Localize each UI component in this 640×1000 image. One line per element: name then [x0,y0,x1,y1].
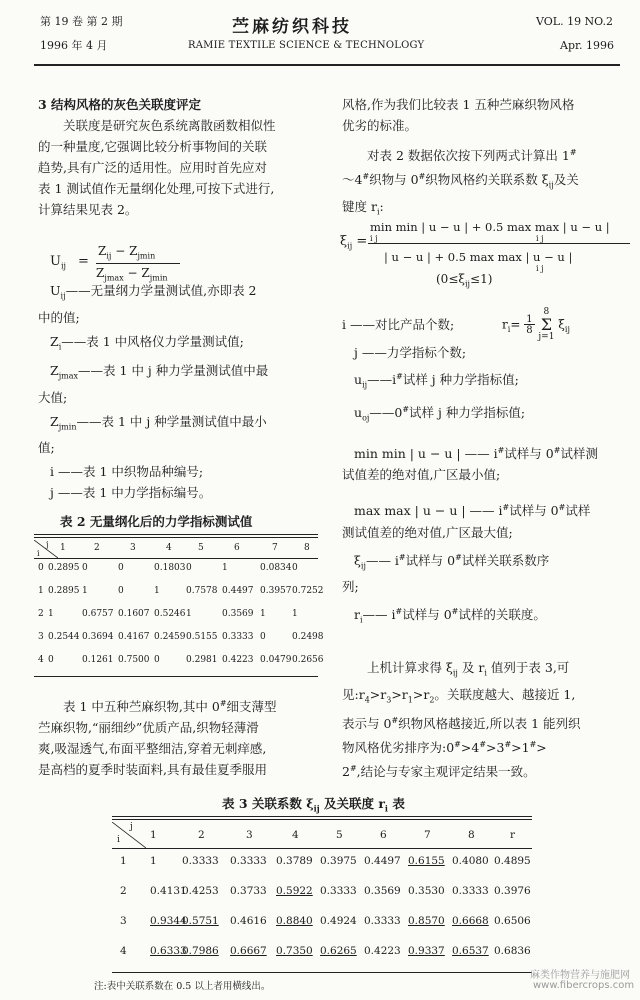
table3-row-label: 1 [120,855,127,867]
table2-cell: 0.2656 [292,655,324,665]
right-column: 风格,作为我们比较表 1 五种苎麻织物风格 优劣的标准。 对表 2 数据依次按下列两式计算出 1# ～4#织物与 0#织物风格约关联系数 $\xi_{ij}$及关 键度 $r_i$: [342,97,579,217]
table2-cell: 0.3569 [222,609,254,619]
table3-row-label: 4 [120,945,127,957]
table2-cell: 1 [48,609,54,619]
table3-col-header: 8 [468,829,475,841]
table2-cell: 0.1261 [82,655,114,665]
table2-cell: 0.2981 [186,655,218,665]
table2-col-header: 7 [272,543,278,553]
table2-cell: 0.4497 [222,586,254,596]
table3-row [112,854,532,870]
table3-cell: 0.3789 [276,855,313,867]
table3-cell: 0.5751 [182,915,219,927]
text-line: 关联度是研究灰色系统离散函数相似性 [63,118,276,133]
table3-cell: 0.7986 [182,945,219,957]
fraction-bar [96,263,180,264]
table2-cell: 1 [154,586,160,596]
journal-title-en: RAMIE TEXTILE SCIENCE & TECHNOLOGY [188,40,425,51]
table2-cell: 0.2544 [48,632,80,642]
watermark-en: www.fibercrops.com [533,980,635,991]
table2-col-header: 4 [166,543,172,553]
table3-col-header: 7 [424,829,431,841]
volume-issue-en: VOL. 19 NO.2 [536,15,614,28]
table2-cell: 1 [292,609,298,619]
table3-cell: 0.6668 [452,915,489,927]
table2-cell: 0.1803 [154,563,186,573]
table2-cell: 1 [82,586,88,596]
fraction-bar [368,243,630,244]
left-column [38,94,318,220]
table3-note: 注:表中关联系数在 0.5 以上者用横线出。 [94,981,271,992]
table3-cell: 0.5922 [276,885,313,897]
table3-col-header: 2 [198,829,205,841]
table2-row [34,585,324,599]
table3-row-label: 3 [120,915,127,927]
table3-row [112,944,532,960]
table3-cell: 0.4895 [494,855,531,867]
table3-cell: 0.6537 [452,945,489,957]
journal-title-cn: 苎麻纺织科技 [232,17,352,37]
table2-cell: 0.4223 [222,655,254,665]
table3: j i 1 2 3 4 5 6 7 8 r 1 1 0.3333 0.3333 0.3789 0.3975 0.4497 0.6155 0.4080 0.4895 2 0.4131 0.4253 0.3733 0.5922 0.3333 0.3569 0.3530 0.3333 0.3976 3 0.9344 0.5751 0.4616 0.8840 0.4924 0.3333 0.8570 0.6668 0.6506 4 0.6333 0.7986 0.6667 0.7350 0.6265 0.4223 0.9337 0.6537 0.6836 [112,822,532,972]
table2-cell: 0 [48,655,54,665]
table3-cell: 0.7350 [276,945,313,957]
table3-cell: 0.8840 [276,915,313,927]
table3-cell: 0.4924 [320,915,357,927]
xi-formula: $\xi_{ij}$ = min min | u − u | + 0.5 max max | u − u | i j i j | u − u | + 0.5 max max | u − u | i j $(0\le\xi_{ij}\le 1)$ [340,210,630,290]
table3-col-header: r [510,829,516,841]
table2-cell: 0 [154,655,160,665]
table2-title: 表 2 无量纲化后的力学指标测试值 [60,514,253,529]
table2-cell: 0.7578 [186,586,218,596]
table2-cell: 0 [118,586,124,596]
section-title: 3 结构风格的灰色关联度评定 [38,97,202,112]
table3-cell: 0.3333 [364,915,401,927]
table3-col-header: 1 [150,829,157,841]
table2-row-label: 2 [38,609,44,619]
table2-cell: 0 [118,563,124,573]
table3-col-header: 6 [380,829,387,841]
table3-cell: 0.3975 [320,855,357,867]
table2-cell: 0 [82,563,88,573]
table3-cell: 0.3530 [408,885,445,897]
right-definitions: i ——对比产品个数; $r_i= \frac{1}{8} 8$ Σ j=1 $\xi_{ij}$ j ——力学指标个数; $u_{ij}——i^{\#}$试样 j 种力学指标值; $u_{oj}——0^{\#}$试样 j 种力学指标值; min min | u − u | —— i#试样与 0#试样测 试值差的绝对值,广区最小值; max max | u − u | —— i#试样与 0#试样 测试值差的绝对值,广区最大值; $\xi_{ij}——$ i#试样与 0#试样关联系数序 列; $r_i——$ i#试样与 0#试样的关联度。 [342,307,598,625]
table3-cell: 0.4223 [364,945,401,957]
table3-cell: 0.6836 [494,945,531,957]
table3-cell: 0.4616 [230,915,267,927]
table2-cell: 0.5246 [154,609,186,619]
table3-cell: 0.3333 [182,855,219,867]
table3-col-header: 3 [246,829,253,841]
table3-cell: 0.4253 [182,885,219,897]
variable-definitions: $U_{ij}——$无量纲力学量测试值,亦即表 2 中的值; $Z_i——$表 1 中风格仪力学量测试值; $Z_{jmax}——$表 1 中 j 种力学量测试值中最 大值; $Z_{jmin}——$表 1 中 j 种学量测试值中最小 值; i ——表 1 中织物品种编号; j ——表 1 中力学指标编号。 [38,283,269,500]
table3-cell: 0.6265 [320,945,357,957]
table3-col-header: 5 [336,829,343,841]
text-line: 趋势,具有广泛的适用性。应用时首先应对 [38,160,267,175]
paragraph-grey-relation [38,115,318,220]
table3-cell: 0.6506 [494,915,531,927]
table3-cell: 0.9337 [408,945,445,957]
volume-issue-cn: 第 19 卷 第 2 期 [40,15,123,28]
table2-row [34,608,318,622]
table2-row-label: 1 [38,586,44,596]
table2-cell: 0 [292,563,298,573]
header-rule [34,64,620,66]
table3-cell: 0.6333 [150,945,187,957]
table2-row-label: 0 [38,563,44,573]
conclusion-paragraph: 上机计算求得 $\xi_{ij}$ 及 $r_i$ 值列于表 3,可 见$:r_4>r_3>r_1>r_2$。关联度越大、越接近 1, 表示与 0#织物风格越接近,所以表 1 能列织 物风格优劣排序为:0#>4#>3#>1#> 2#,结论与专家主观评定结果一致。 [342,660,581,780]
table3-cell: 0.8570 [408,915,445,927]
table2-cell: 0 [186,563,192,573]
table2-cell: 0.3333 [222,632,254,642]
table2-col-header: 1 [60,543,66,553]
text-line: 的一种量度,它强调比较分析事物间的关联 [38,139,267,154]
table2-cell: 0.6757 [82,609,114,619]
table2-cell: 0.2459 [154,632,186,642]
table2-cell: 1 [222,563,228,573]
table2-cell: 0.7500 [118,655,150,665]
table2-cell: 0.3957 [260,586,292,596]
table2-row [34,562,318,576]
table2-cell: 0 [260,632,266,642]
table2-cell: 1 [260,609,266,619]
table3-row [112,884,532,900]
table2-row [34,654,324,668]
table2-cell: 0.5155 [186,632,218,642]
table3-cell: 0.3733 [230,885,267,897]
text-line: 表 1 测试值作无量纲化处理,可按下式进行, [38,181,275,196]
table2-cell: 0.7252 [292,586,324,596]
table3-header-row [112,828,532,844]
table2-col-header: 3 [130,543,136,553]
table2-col-header: 5 [198,543,204,553]
table3-cell: 0.3333 [320,885,357,897]
table2-cell: 0.1607 [118,609,150,619]
date-en: Apr. 1996 [560,39,615,52]
table3-cell: 0.3333 [452,885,489,897]
table3-cell: 0.4497 [364,855,401,867]
table2-cell: 0.4167 [118,632,150,642]
table2-col-header: 6 [234,543,240,553]
table3-row-label: 2 [120,885,127,897]
table3-cell: 0.4131 [150,885,187,897]
table2-cell: 0.3694 [82,632,114,642]
table3-cell: 0.3976 [494,885,531,897]
table2-cell: 0.0479 [260,655,292,665]
table3-col-header: 4 [292,829,299,841]
table2-col-header: 8 [304,543,310,553]
r-formula: $r_i= \frac{1}{8} 8$ Σ j=1 $\xi_{ij}$ [502,307,570,342]
table2-row-label: 4 [38,655,44,665]
table3-title: 表 3 关联系数 $\xi_{ij}$ 及关联度 $r_i$ 表 [222,796,405,814]
table2-cell: 0.2895 [48,586,80,596]
table3-cell: 0.9344 [150,915,187,927]
table2-cell: 0.2498 [292,632,324,642]
table3-cell: 0.6667 [230,945,267,957]
paragraph-fabric-0: 表 1 中五种苎麻织物,其中 0#细支薄型 苎麻织物,“丽细纱”优质产品,织物轻薄滑 爽,吸湿透气,布面平整细洁,穿着无刺痒感, 是高档的夏季时装面料,具有最佳夏季服用 [38,699,277,778]
table2-header-row [34,542,318,556]
table3-row [112,914,532,930]
table3-cell: 0.6155 [408,855,445,867]
table3-cell: 0.3333 [230,855,267,867]
table3-cell: 1 [150,855,157,867]
text-line: 计算结果见表 2。 [38,202,138,217]
table2-cell: 0.0834 [260,563,292,573]
table3-cell: 0.3569 [364,885,401,897]
watermark-cn: 麻类作物营养与施肥网 [530,970,630,981]
table2-row-label: 3 [38,632,44,642]
table2-cell: 0.2895 [48,563,80,573]
table2-row [34,631,324,645]
table3-cell: 0.4080 [452,855,489,867]
date-cn: 1996 年 4 月 [40,39,108,52]
table2-col-header: 2 [94,543,100,553]
table2-cell: 1 [186,609,192,619]
